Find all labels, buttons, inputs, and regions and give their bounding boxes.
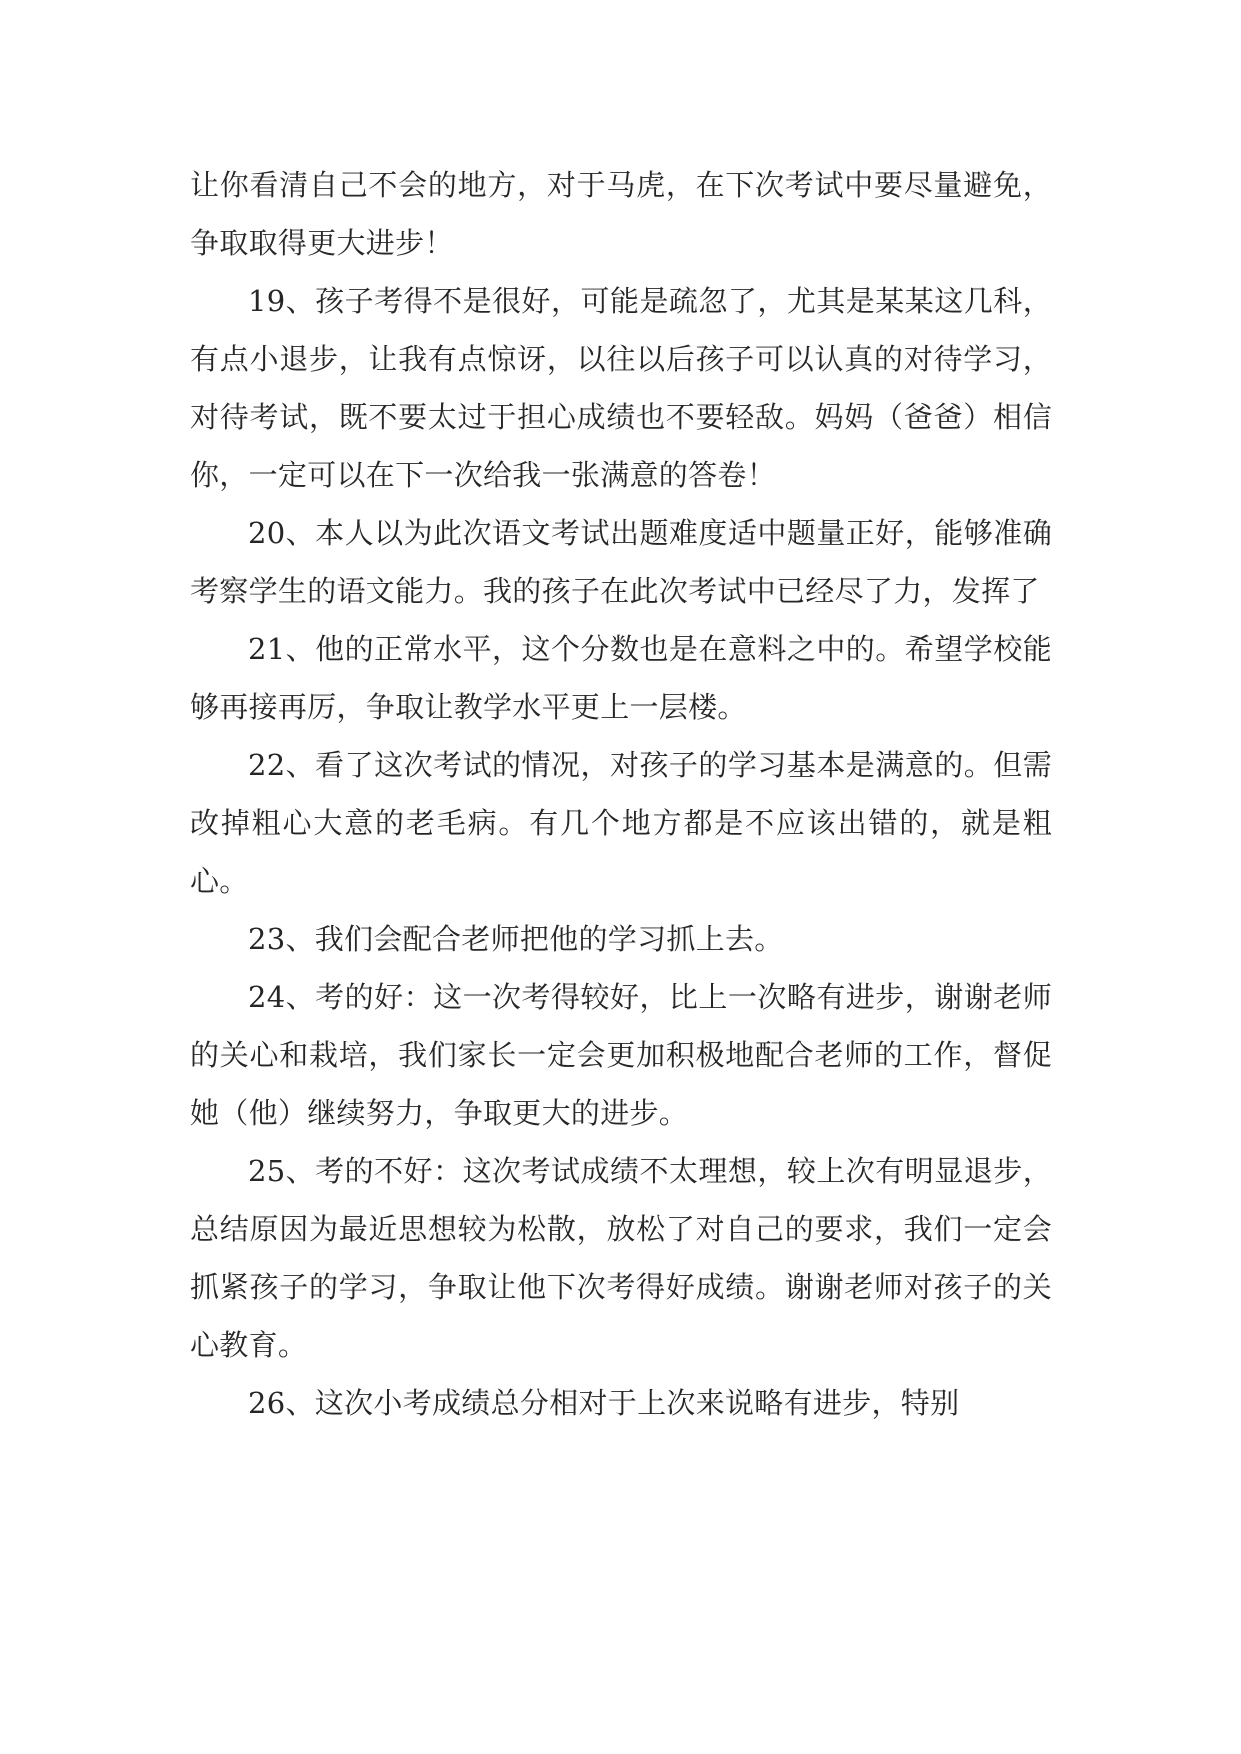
paragraph-item-24: 24、考的好：这一次考得较好，比上一次略有进步，谢谢老师的关心和栽培，我们家长一定会更加积极地配合老师的工作，督促她（他）继续努力，争取更大的进步。 xyxy=(190,980,1052,1130)
paragraph-continuation: 让你看清自己不会的地方，对于马虎，在下次考试中要尽量避免，争取取得更大进步！ xyxy=(190,168,1052,260)
paragraph-item-19: 19、孩子考得不是很好，可能是疏忽了，尤其是某某这几科，有点小退步，让我有点惊讶，以往以后孩子可以认真的对待学习，对待考试，既不要太过于担心成绩也不要轻敌。妈妈（爸爸）相信你，一定可以在下一次给我一张满意的答卷！ xyxy=(190,284,1052,492)
paragraph-item-23: 23、我们会配合老师把他的学习抓上去。 xyxy=(248,922,784,956)
document-body xyxy=(190,156,1052,1432)
paragraph-item-26: 26、这次小考成绩总分相对于上次来说略有进步，特别 xyxy=(248,1386,960,1420)
paragraph-item-20: 20、本人以为此次语文考试出题难度适中题量正好，能够准确考察学生的语文能力。我的孩子在此次考试中已经尽了力，发挥了 xyxy=(190,516,1052,608)
paragraph-item-22: 22、看了这次考试的情况，对孩子的学习基本是满意的。但需改掉粗心大意的老毛病。有几个地方都是不应该出错的，就是粗心。 xyxy=(190,748,1052,898)
paragraph-item-21: 21、他的正常水平，这个分数也是在意料之中的。希望学校能够再接再厉，争取让教学水平更上一层楼。 xyxy=(190,632,1052,724)
paragraph-item-25: 25、考的不好：这次考试成绩不太理想，较上次有明显退步，总结原因为最近思想较为松散，放松了对自己的要求，我们一定会抓紧孩子的学习，争取让他下次考得好成绩。谢谢老师对孩子的关心教育。 xyxy=(190,1154,1052,1362)
